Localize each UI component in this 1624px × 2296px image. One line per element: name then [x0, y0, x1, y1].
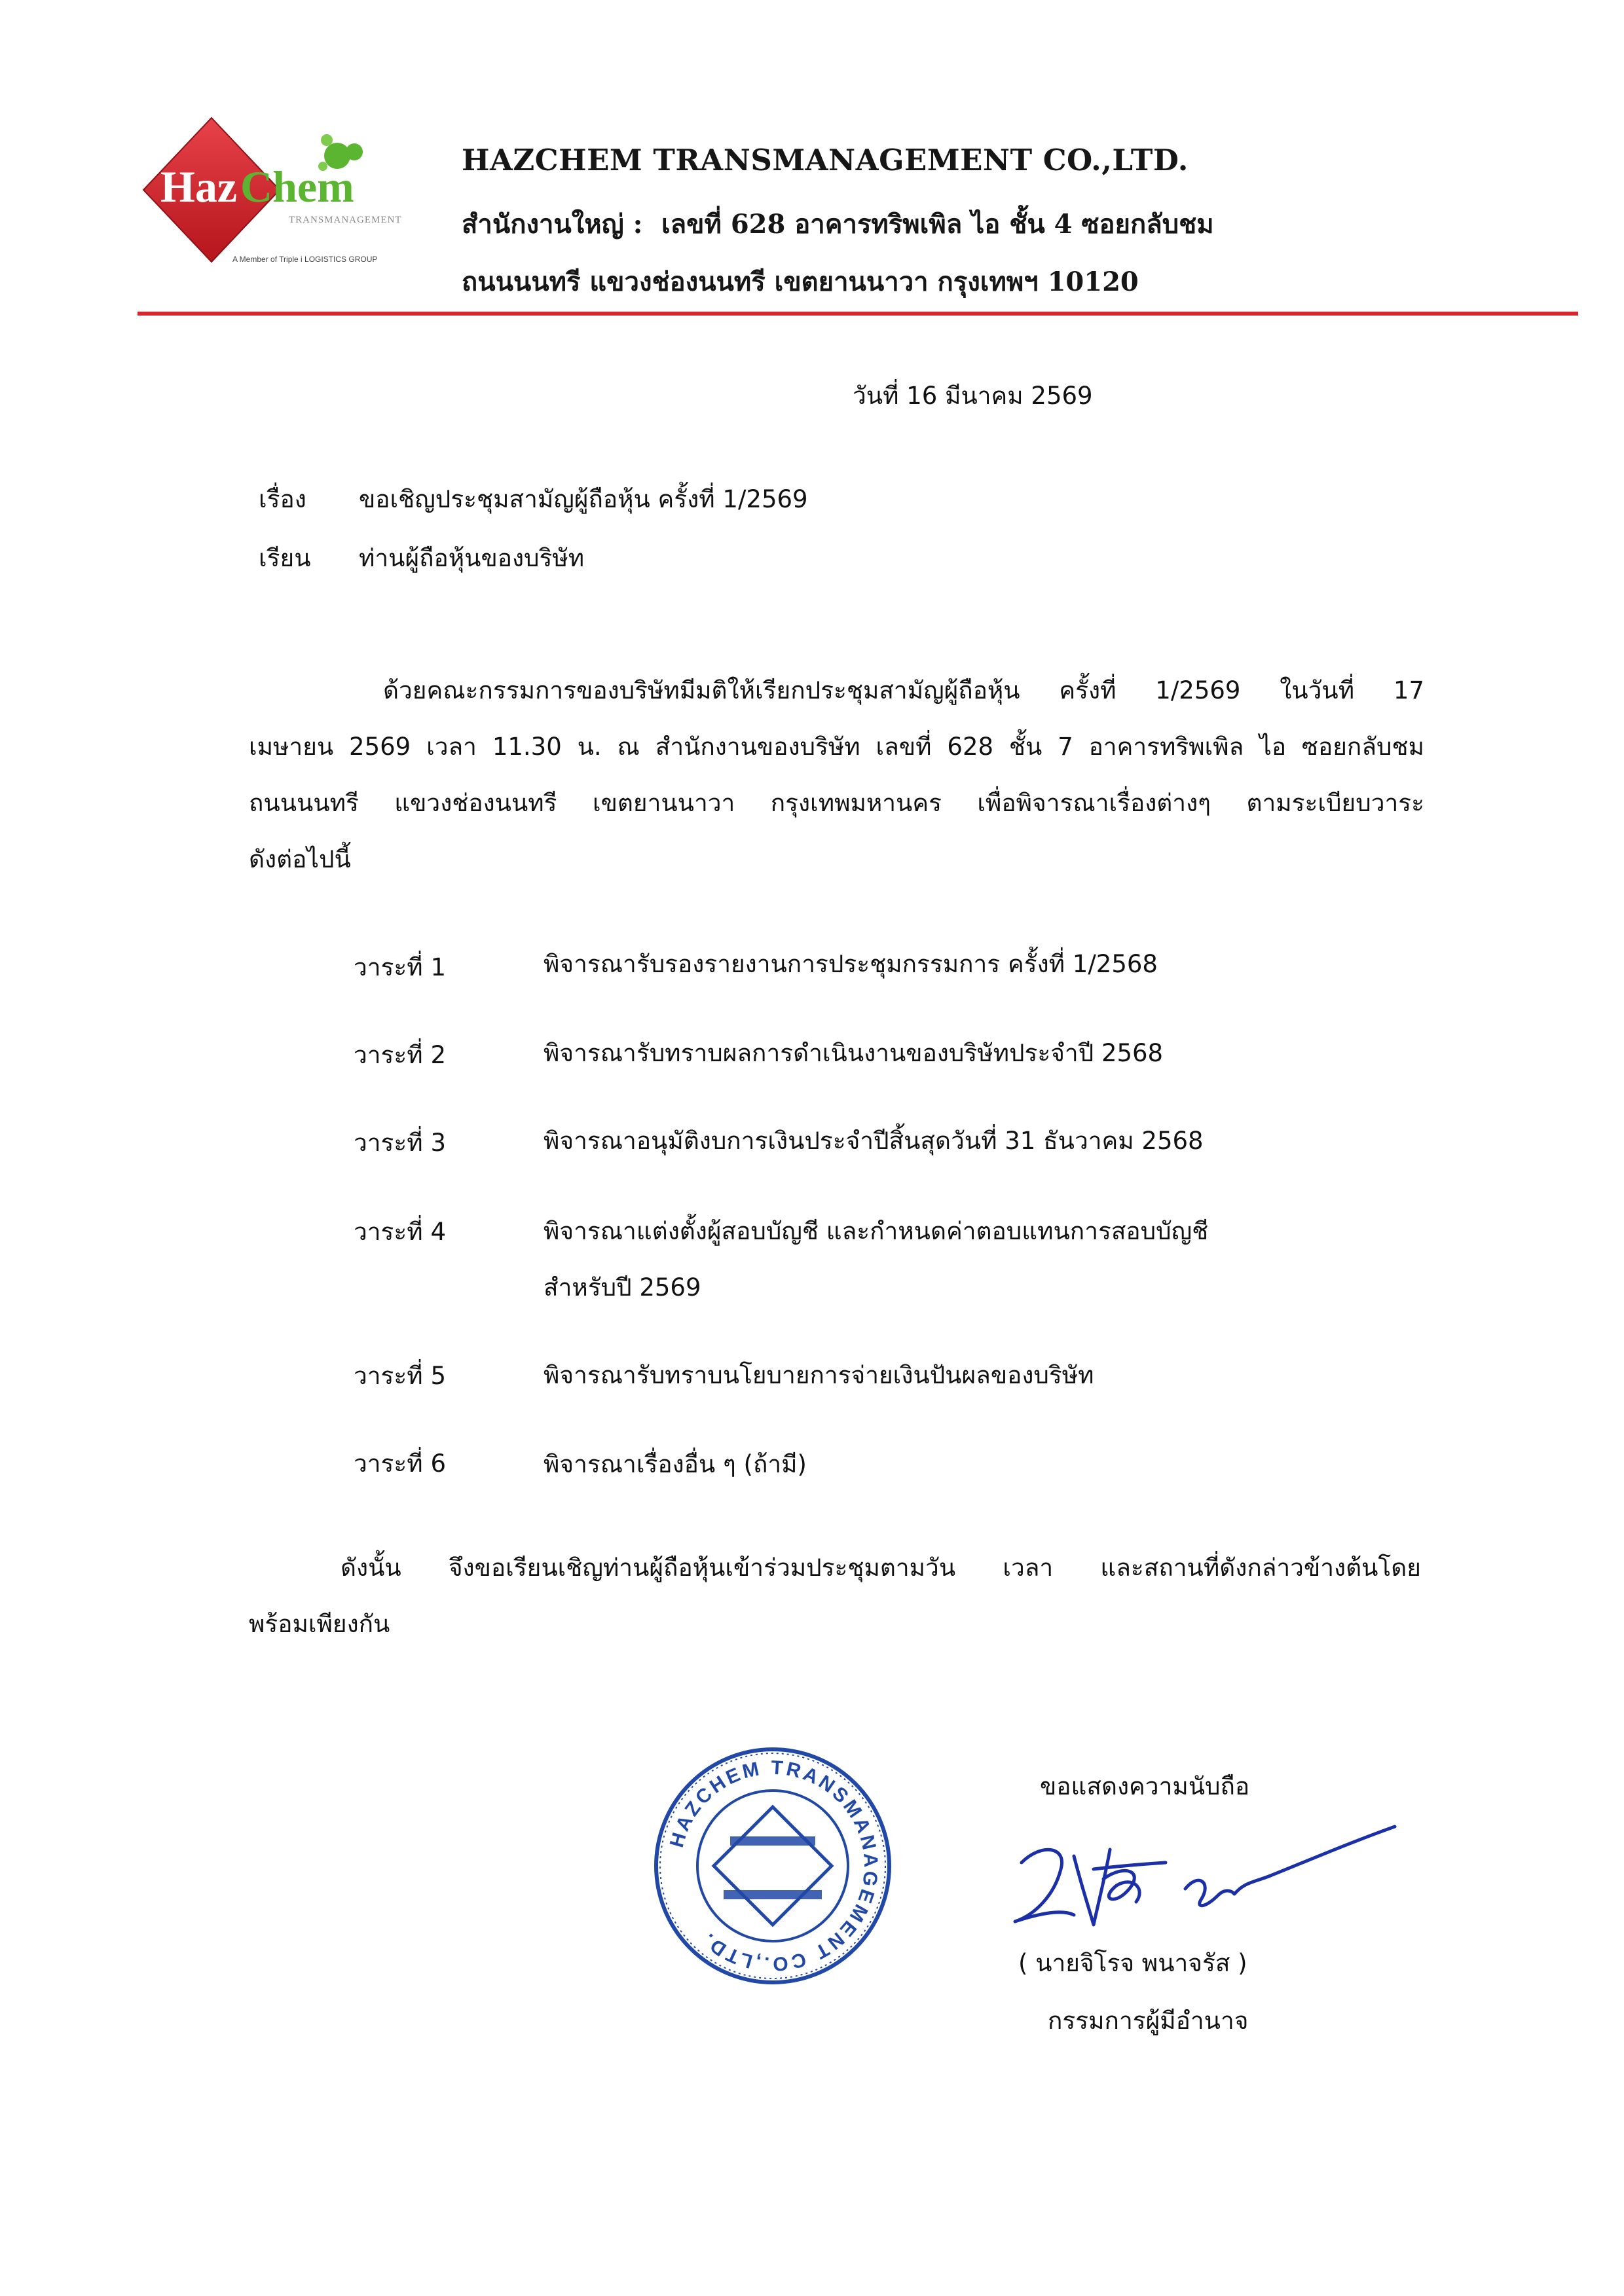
head-office-address-1: เลขที่ 628 อาคารทริพเพิล ไอ ชั้น 4 ซอยกลับชม [661, 209, 1214, 240]
handwritten-signature [995, 1817, 1401, 1941]
company-name: HAZCHEM TRANSMANAGEMENT CO.,LTD. [462, 143, 1189, 177]
head-office-line-1 [462, 203, 1214, 245]
agenda-label: วาระที่ 5 [354, 1362, 446, 1390]
closing-line-1: ดังนั้น จึงขอเรียนเชิญท่านผู้ถือหุ้นเข้าร่วมประชุมตามวัน เวลา และสถานที่ดังกล่าวข้างต้นโดย [341, 1554, 1421, 1582]
salutation-text: ท่านผู้ถือหุ้นของบริษัท [359, 544, 585, 572]
header-divider [138, 312, 1578, 316]
intro-paragraph [249, 663, 1424, 888]
logo-molecule-dot [346, 143, 363, 160]
head-office-address-2: ถนนนนทรี แขวงช่องนนทรี เขตยานนาวา กรุงเทพฯ 10120 [462, 266, 1139, 297]
intro-line-3: ถนนนนทรี แขวงช่องนนทรี เขตยานนาวา กรุงเทพมหานคร เพื่อพิจารณาเรื่องต่างๆ ตามระเบียบวาระ [249, 789, 1424, 817]
logo-subtitle: TRANSMANAGEMENT [289, 215, 402, 225]
closing-line-2: พร้อมเพียงกัน [249, 1610, 390, 1638]
agenda-label: วาระที่ 3 [354, 1129, 446, 1157]
company-seal-stamp [652, 1745, 894, 1987]
subject-label: เรื่อง [259, 485, 306, 513]
subject-text: ขอเชิญประชุมสามัญผู้ถือหุ้น ครั้งที่ 1/2569 [359, 485, 808, 513]
letter-date: วันที่ 16 มีนาคม 2569 [853, 382, 1093, 410]
signer-title: กรรมการผู้มีอำนาจ [1048, 2007, 1249, 2035]
logo-wordmark-haz: Haz [160, 162, 238, 211]
agenda-label: วาระที่ 4 [354, 1218, 446, 1246]
seal-ring-text: HAZCHEM TRANSMANAGEMENT CO.,LTD. [665, 1757, 882, 1975]
closing-regards: ขอแสดงความนับถือ [1040, 1772, 1250, 1800]
intro-line-1: ด้วยคณะกรรมการของบริษัทมีมติให้เรียกประชุมสามัญผู้ถือหุ้น ครั้งที่ 1/2569 ในวันที่ 17 [383, 676, 1424, 704]
agenda-item-text-continued: สำหรับปี 2569 [544, 1273, 701, 1302]
agenda-item-text: พิจารณาอนุมัติงบการเงินประจำปีสิ้นสุดวันที่ 31 ธันวาคม 2568 [544, 1127, 1204, 1155]
intro-line-2: เมษายน 2569 เวลา 11.30 น. ณ สำนักงานของบริษัท เลขที่ 628 ชั้น 7 อาคารทริพเพิล ไอ ซอยกลับชม [249, 733, 1424, 761]
agenda-label: วาระที่ 2 [354, 1041, 446, 1069]
agenda-item-text: พิจารณาแต่งตั้งผู้สอบบัญชี และกำหนดค่าตอบแทนการสอบบัญชี [544, 1217, 1209, 1245]
salutation-label: เรียน [259, 544, 311, 572]
agenda-label: วาระที่ 1 [354, 953, 446, 981]
agenda-label: วาระที่ 6 [354, 1449, 446, 1478]
agenda-item-text: พิจารณารับทราบนโยบายการจ่ายเงินปันผลของบริษัท [544, 1361, 1094, 1389]
logo-molecule-dot [321, 134, 333, 146]
intro-line-4: ดังต่อไปนี้ [249, 845, 351, 873]
agenda-item-text: พิจารณารับรองรายงานการประชุมกรรมการ ครั้งที่ 1/2568 [544, 950, 1158, 978]
logo-wordmark-chem: Chem [240, 162, 354, 211]
closing-paragraph [249, 1540, 1421, 1652]
signer-name: ( นายจิโรจ พนาจรัส ) [1018, 1949, 1247, 1977]
logo-member-line: A Member of Triple i LOGISTICS GROUP [232, 255, 378, 264]
agenda-item-text: พิจารณารับทราบผลการดำเนินงานของบริษัทประจำปี 2568 [544, 1039, 1164, 1067]
hazchem-logo [141, 117, 429, 277]
agenda-item-text: พิจารณาเรื่องอื่น ๆ (ถ้ามี) [544, 1450, 807, 1478]
head-office-label: สำนักงานใหญ่ : [462, 209, 643, 240]
